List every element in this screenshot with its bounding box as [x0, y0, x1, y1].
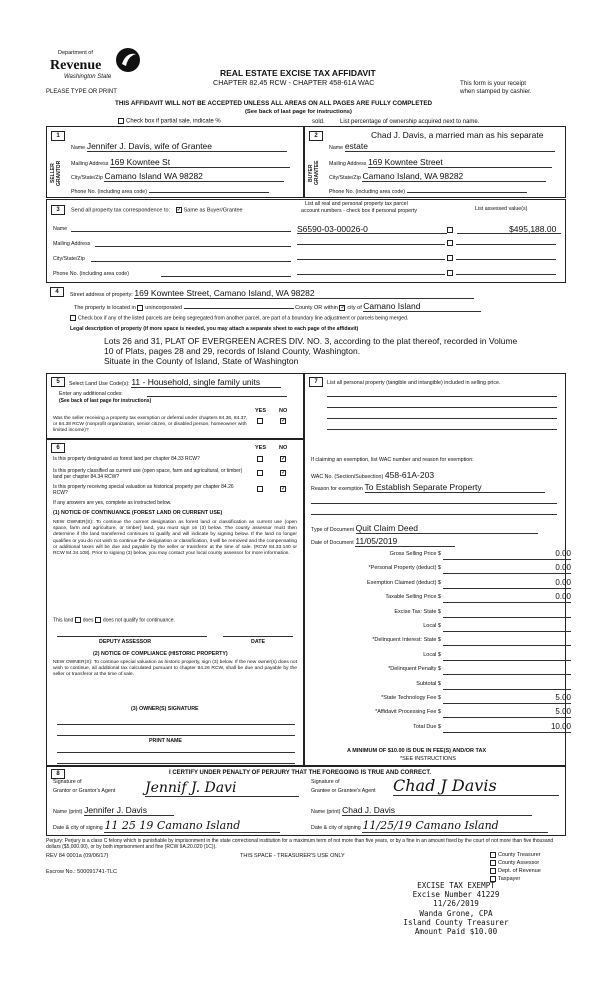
fee-value[interactable]: [443, 621, 571, 632]
fee-label: *State Technology Fee $: [381, 695, 441, 701]
deputy-assessor-label: DEPUTY ASSESSOR: [99, 639, 152, 645]
buyer-city-label: City/State/Zip: [329, 175, 361, 181]
wac-row: [311, 470, 434, 480]
fee-row: [305, 607, 567, 619]
notice2-text: NEW OWNER(S): To continue special valuation as historic property, sign (3) below. If the new owner(s) does not wish to continue, all additional tax calculated pursuant to chapter 84.26 RCW, shall be due and payable by the seller or transferor at the time of sale.: [53, 660, 297, 678]
section-6-box: [46, 439, 304, 766]
sold-label: sold.: [312, 119, 325, 125]
section-2-number: 2: [309, 131, 323, 141]
doc-type-row: [311, 523, 538, 534]
form-subtitle: CHAPTER 82.45 RCW - CHAPTER 458-61A WAC: [213, 78, 375, 87]
buyer-phone-row: [329, 186, 561, 195]
stamp-line: 11/26/2019: [433, 899, 479, 909]
corr-name-label: Name: [53, 226, 68, 232]
seller-address-row: [71, 157, 299, 168]
parcel-2-personal-checkbox[interactable]: [447, 240, 453, 246]
grantor-date-label: Date & city of signing: [53, 825, 103, 831]
grantee-signature[interactable]: Chad J Davis: [393, 776, 559, 796]
corr-name-line[interactable]: [71, 231, 291, 232]
seller-phone-label: Phone No. (including area code): [71, 189, 147, 195]
dor-logo-icon: [114, 46, 142, 74]
parcel-2-line[interactable]: [297, 238, 445, 245]
section-2-box: [304, 126, 566, 198]
legal-line-2[interactable]: 10 of Plats, pages 28 and 29, records of Island County, Washington.: [104, 346, 361, 356]
receipt-note1: This form is your receipt: [460, 80, 527, 87]
fee-value[interactable]: 5.00: [443, 707, 571, 718]
minimum-line-2: *SEE INSTRUCTIONS: [400, 756, 456, 762]
logo-revenue: Revenue: [50, 58, 102, 73]
doc-date[interactable]: 11/05/2019: [355, 536, 455, 547]
parcel-row-2: [297, 238, 559, 247]
s6-q1: Is this property designated as forest land per chapter 84.33 RCW?: [53, 456, 200, 462]
deputy-date-line[interactable]: [223, 636, 293, 637]
fee-label: *Affidavit Processing Fee $: [375, 709, 441, 716]
grantor-date-row: [53, 819, 280, 833]
seller-address[interactable]: 169 Kowntee St: [110, 157, 290, 168]
partial-sale-row: [118, 118, 221, 125]
doc-date-label: Date of Document: [311, 540, 354, 546]
warning-text: THIS AFFIDAVIT WILL NOT BE ACCEPTED UNLESS ALL AREAS ON ALL PAGES ARE FULLY COMPLETED: [115, 100, 433, 107]
wac-number[interactable]: 458-61A-203: [384, 470, 435, 480]
rev-number: REV 84 0001a (09/06/17): [46, 853, 109, 859]
s6-q3-yes-checkbox[interactable]: [257, 486, 263, 492]
fee-row: [305, 592, 571, 604]
stamp-line: EXCISE TAX EXEMPT: [417, 881, 495, 890]
grantee-name-row: [311, 805, 532, 816]
grantor-sig-label-2: Grantor or Grantor's Agent: [53, 788, 116, 794]
does-qualify-checkbox[interactable]: [75, 617, 81, 623]
logo-state: Washington State: [64, 74, 112, 80]
notice1-text: NEW OWNER(S): To continue the current designation as forest land or classification as current use (open space, farm and agriculture, or timber) land, you must sign on (3) below. The county assessor must then determine if the land transferred continues to qualify and will indicate by signing below. If the land no longer qualifies or you do not wish to continue the designation or classification, it will be removed and the compensating or additional taxes will be due and payable by the seller or transferor at the time of sale. (RCW 84.33.140 or RCW 84.34.108). Prior to signing (3) below, you may contact your local county assessor for more information.: [53, 520, 297, 557]
seller-side-label: SELLER GRANTOR: [50, 160, 62, 186]
fee-row: [305, 707, 571, 719]
s5-yes-checkbox[interactable]: [257, 418, 263, 424]
parcel-row-3: [297, 253, 559, 262]
fee-value[interactable]: [443, 664, 571, 675]
copy-checkbox[interactable]: [490, 868, 496, 874]
assessed-value[interactable]: $495,188.00: [509, 224, 557, 234]
s5-no-checkbox[interactable]: [280, 418, 286, 424]
grantee-name-label: Name (print): [311, 809, 341, 815]
doc-date-row: [311, 536, 455, 547]
additional-codes-line[interactable]: [147, 396, 287, 397]
owner-sig-line-2[interactable]: [57, 735, 295, 736]
s6-q3-no-checkbox[interactable]: [280, 486, 286, 492]
certify-text: I CERTIFY UNDER PENALTY OF PERJURY THAT THE FOREGOING IS TRUE AND CORRECT.: [169, 770, 432, 776]
buyer-address-label: Mailing Address: [329, 161, 367, 167]
section-4-number: 4: [50, 287, 64, 297]
fee-value[interactable]: [443, 607, 571, 618]
s6-q2-no-checkbox[interactable]: [280, 470, 286, 476]
parcel-4-personal-checkbox[interactable]: [447, 270, 453, 276]
fee-row: [305, 650, 567, 662]
county-or-within-label: County OR within: [295, 305, 338, 311]
deputy-date-label: DATE: [251, 639, 266, 645]
buyer-phone-label: Phone No. (including area code): [329, 189, 405, 195]
list-pct-label: List percentage of ownership acquired next to name.: [340, 119, 480, 125]
grantee-sig-label-2: Grantee or Grantee's Agent: [311, 788, 376, 794]
city-name[interactable]: Camano Island: [363, 301, 481, 312]
legal-line-1[interactable]: Lots 26 and 31, PLAT OF EVERGREEN ACRES DIV. NO. 3, according to the plat thereof, recorded in Volume: [104, 336, 518, 346]
seller-address-label: Mailing Address: [71, 161, 109, 167]
fee-row: [305, 563, 571, 575]
print-name-line-2[interactable]: [57, 763, 295, 764]
fee-label: Gross Selling Price $: [389, 551, 441, 557]
fee-row: [305, 664, 567, 676]
partial-sale-checkbox[interactable]: [118, 118, 124, 124]
section-7-box: [304, 373, 571, 766]
segregated-row: [70, 315, 408, 321]
land-qualify-label: This land: [53, 617, 74, 624]
exemption-question: Was the seller receiving a property tax exemption or deferral under chapters 84.36, 84.37, or 84.38 RCW (nonprofit organization, senior citizen, or disabled person, homeowner with limited income)?: [53, 416, 248, 433]
personal-property-label: List all personal property (tangible and intangible) included in selling price.: [327, 380, 501, 386]
see-back-text: (See back of last page for instructions): [245, 109, 352, 115]
personal-line-4[interactable]: [327, 429, 557, 430]
escrow-number: Escrow No.: 500091741-TLC: [46, 869, 117, 875]
grantee-date-city[interactable]: 11/25/19 Camano Island: [362, 819, 548, 833]
treasurer-only: THIS SPACE - TREASURER'S USE ONLY: [240, 853, 345, 859]
copy-label: Dept. of Revenue: [498, 868, 541, 874]
fee-label: Exemption Claimed (deduct) $: [367, 579, 441, 586]
seller-phone[interactable]: [149, 186, 269, 193]
send-correspondence-row: [71, 207, 243, 213]
section-6-number: 6: [51, 443, 65, 453]
send-correspondence-label: Send all property tax correspondence to:: [71, 207, 171, 214]
copy-label: County Treasurer: [498, 852, 541, 858]
fee-value[interactable]: 0.00: [443, 563, 571, 574]
buyer-address-row: [329, 157, 561, 168]
seller-city-label: City/State/Zip: [71, 175, 103, 181]
fee-row: [305, 635, 567, 647]
assessed-line-1: [457, 233, 561, 234]
section-8-number: 8: [51, 769, 65, 779]
parcel-number[interactable]: S6590-03-00026-0: [297, 224, 368, 234]
seller-name[interactable]: Jennifer J. Davis, wife of Grantee: [87, 141, 287, 152]
fee-label: Excise Tax: State $: [394, 608, 441, 615]
grantor-date-city[interactable]: 11 25 19 Camano Island: [104, 819, 280, 833]
grantee-date-label: Date & city of signing: [311, 825, 361, 831]
city-of-checkbox[interactable]: [339, 305, 345, 311]
buyer-name-row: [329, 141, 561, 152]
print-name-label: PRINT NAME: [149, 738, 182, 744]
section-1-box: [46, 126, 304, 198]
print-name-line-1[interactable]: [57, 752, 295, 753]
reason-text[interactable]: To Establish Separate Property: [365, 482, 545, 493]
copy-label: County Assessor: [498, 860, 540, 866]
buyer-address[interactable]: 169 Kowntee Street: [368, 157, 552, 168]
assessed-header: List assessed value(s): [475, 206, 528, 212]
seller-name-row: [71, 141, 299, 152]
notice1-title: (1) NOTICE OF CONTINUANCE (FOREST LAND OR CURRENT USE): [53, 510, 223, 516]
seller-name-label: Name: [71, 145, 86, 151]
parcel-1-personal-checkbox[interactable]: [447, 227, 453, 233]
s6-if-yes: If any answers are yes, complete as instructed below.: [53, 500, 172, 506]
grantor-sig-label-1: Signature of: [53, 779, 82, 785]
fee-value[interactable]: 0.00: [443, 549, 571, 560]
grantor-name-row: [53, 805, 174, 816]
fee-row: [305, 721, 571, 734]
grantee-date-row: [311, 819, 548, 833]
fee-row: [305, 577, 571, 590]
corr-mailing-label: Mailing Address: [53, 241, 91, 247]
section-1-number: 1: [51, 131, 65, 141]
owner-sig-line-1[interactable]: [57, 724, 295, 725]
parcel-4-line[interactable]: [297, 268, 445, 275]
corr-city-line[interactable]: [91, 261, 291, 262]
county-line[interactable]: [184, 302, 294, 309]
s5-no-header: NO: [279, 408, 288, 414]
legal-label: Legal description of property (if more space is needed, you may attach a separate sheet to each page of the affidavit): [70, 326, 359, 332]
fee-label: *Delinquent Penalty $: [388, 666, 441, 673]
assessed-2-line[interactable]: [456, 238, 556, 245]
legal-line-3[interactable]: Situate in the County of Island, State of Washington: [104, 356, 299, 366]
does-not-label: does not qualify for continuance.: [102, 617, 175, 624]
minimum-line-1: A MINIMUM OF $10.00 IS DUE IN FEE(S) AND/OR TAX: [347, 748, 487, 754]
stamp-line: Wanda Grone, CPA: [419, 908, 493, 918]
street-row: [70, 288, 474, 299]
land-qualify-row: [53, 617, 175, 623]
land-use-code[interactable]: 11 - Household, single family units: [131, 377, 281, 388]
s6-no-header: NO: [279, 445, 288, 451]
reason-label: Reason for exemption: [311, 486, 363, 492]
section-7-number: 7: [309, 377, 323, 387]
copy-item: [490, 859, 541, 867]
unincorporated-label: unincorporated: [145, 305, 182, 311]
land-use-row: [69, 377, 281, 388]
buyer-phone[interactable]: [407, 186, 527, 193]
seller-phone-row: [71, 186, 299, 195]
personal-line-3[interactable]: [327, 418, 557, 419]
fee-value[interactable]: 0.00: [443, 578, 571, 589]
assessed-4-line[interactable]: [456, 268, 556, 275]
street-label: Street address of property:: [70, 292, 133, 298]
same-as-buyer-checkbox[interactable]: [176, 207, 182, 213]
section-4: [46, 285, 566, 373]
copy-item: [490, 867, 541, 875]
doc-type-label: Type of Document: [311, 527, 354, 533]
s6-q3: Is this property receiving special valuation as historical property per chapter 84.26 RCW?: [53, 484, 234, 496]
fee-row: [305, 621, 567, 633]
grantee-sig-label-1: Signature of: [311, 779, 340, 785]
partial-sale-label: Check box if partial sale, indicate %: [126, 118, 221, 125]
parcel-header-2: account numbers - check box if personal property: [301, 208, 418, 214]
s5-yes-header: YES: [255, 408, 267, 414]
street-address[interactable]: 169 Kowntee Street, Camano Island, WA 98282: [134, 288, 474, 299]
parcel-3-line[interactable]: [297, 253, 445, 260]
buyer-name-line1[interactable]: Chad J. Davis, a married man as his separate: [371, 130, 544, 140]
fee-row: [305, 693, 571, 705]
city-of-label: city of: [347, 305, 362, 311]
reason-line-2[interactable]: [311, 503, 557, 504]
segregated-checkbox[interactable]: [70, 315, 76, 321]
corr-phone-label: Phone No. (including area code): [53, 271, 129, 277]
section-3-box: [46, 199, 566, 283]
personal-line-2[interactable]: [327, 407, 557, 408]
buyer-city[interactable]: Camano Island, WA 98282: [362, 171, 546, 182]
s6-q1-no-checkbox[interactable]: [280, 456, 286, 462]
wac-label: WAC No. (Section/Subsection): [311, 474, 384, 480]
parcel-3-personal-checkbox[interactable]: [447, 255, 453, 261]
corr-city-label: City/State/Zip: [53, 256, 85, 262]
does-label: does: [82, 617, 94, 624]
additional-codes-label: Enter any additional codes:: [59, 391, 123, 397]
fee-label: Taxable Selling Price $: [385, 594, 441, 601]
perjury-text: Perjury: Perjury is a class C felony which is punishable by imprisonment in the state correctional institution for a maximum term of not more than five years, or by a fine in an amount fixed by the court of not more than five thousand dollars ($5,000.00), or by both imprisonment and fine (RCW 9A.20.020 (1C)).: [46, 838, 554, 851]
located-row: [74, 301, 481, 312]
located-label: The property is located in: [74, 305, 136, 311]
dor-logo: [50, 46, 142, 92]
fee-value[interactable]: 0.00: [443, 592, 571, 603]
seller-city[interactable]: Camano Island WA 98282: [104, 171, 284, 182]
corr-mailing-line[interactable]: [95, 246, 291, 247]
parcel-row-4: [297, 268, 559, 277]
stamp-line: Excise Number 41229: [412, 890, 500, 900]
seller-city-row: [71, 171, 299, 182]
s6-q2: Is this property classified as current use (open space, farm and agricultural, or timber) land per chapter 84.34 RCW?: [53, 468, 243, 480]
reason-row: [311, 482, 545, 493]
fee-label: *Delinquent Interest: State $: [372, 637, 441, 644]
unincorporated-checkbox[interactable]: [137, 305, 143, 311]
parcel-line-1: [297, 233, 447, 234]
notice2-title: (2) NOTICE OF COMPLIANCE (HISTORIC PROPERTY): [93, 651, 228, 657]
fee-value[interactable]: [443, 679, 571, 690]
copy-list: [490, 851, 541, 883]
fee-row: [305, 679, 567, 691]
section-3-number: 3: [51, 205, 65, 215]
fee-value[interactable]: 5.00: [443, 693, 571, 704]
logo-dept: Department of: [58, 50, 93, 56]
section-5-box: [46, 373, 304, 439]
fee-label: Local $: [423, 623, 441, 629]
stamp-line: Amount Paid $10.00: [414, 927, 498, 937]
fee-label: Local $: [423, 651, 441, 658]
fee-label: Subtotal $: [416, 680, 441, 687]
land-use-label: Select Land Use Code(s):: [69, 381, 130, 387]
owner-sig-label: (3) OWNER(S) SIGNATURE: [131, 706, 199, 712]
additional-codes-note: (See back of last page for instructions): [59, 398, 152, 404]
copy-checkbox[interactable]: [490, 860, 496, 866]
corr-phone-line[interactable]: [161, 276, 291, 277]
grantor-name-label: Name (print): [53, 809, 83, 815]
parcel-header-1: List all real and personal property tax parcel: [305, 201, 408, 207]
copy-item: [490, 851, 541, 859]
receipt-note2: when stamped by cashier.: [460, 88, 532, 95]
grantor-name[interactable]: Jennifer J. Davis: [84, 805, 174, 816]
exemption-claim-label: If claiming an exemption, list WAC number and reason for exemption:: [311, 457, 474, 463]
treasurer-stamp: [396, 881, 516, 936]
buyer-side-label: BUYER GRANTEE: [308, 160, 320, 186]
grantee-name[interactable]: Chad J. Davis: [342, 805, 532, 816]
grantor-signature[interactable]: Jennif J. Davi: [145, 780, 299, 797]
section-5-number: 5: [51, 377, 65, 387]
deputy-sig-line[interactable]: [57, 636, 207, 637]
section-8-box: [46, 766, 566, 836]
form-title: REAL ESTATE EXCISE TAX AFFIDAVIT: [220, 68, 376, 78]
copy-label: Taxpayer: [498, 876, 521, 882]
fee-value[interactable]: [443, 635, 571, 646]
copy-checkbox[interactable]: [490, 852, 496, 858]
does-not-qualify-checkbox[interactable]: [95, 617, 101, 623]
doc-type[interactable]: Quit Claim Deed: [356, 523, 538, 534]
fee-value[interactable]: 10.00: [443, 722, 571, 733]
personal-line-1[interactable]: [327, 396, 557, 397]
reason-line-3[interactable]: [311, 514, 557, 515]
s6-q1-yes-checkbox[interactable]: [257, 456, 263, 462]
fee-label: *Personal Property (deduct) $: [368, 565, 441, 572]
assessed-3-line[interactable]: [456, 253, 556, 260]
buyer-name-label: Name: [329, 145, 344, 151]
fee-value[interactable]: [443, 650, 571, 661]
s6-q2-yes-checkbox[interactable]: [257, 470, 263, 476]
same-as-buyer-label: Same as Buyer/Grantee: [183, 207, 243, 214]
segregated-note: Check box if any of the listed parcels are being segregated from another parcel, are part of a boundary line adjustment or parcels being merged.: [78, 315, 409, 322]
s6-yes-header: YES: [255, 445, 267, 451]
please-type: PLEASE TYPE OR PRINT: [46, 89, 117, 95]
fee-row: [305, 549, 571, 561]
buyer-city-row: [329, 171, 561, 182]
buyer-name-line2[interactable]: estate: [345, 141, 555, 152]
stamp-line: Island County Treasurer: [403, 917, 509, 927]
fee-label: Total Due $: [413, 723, 441, 730]
